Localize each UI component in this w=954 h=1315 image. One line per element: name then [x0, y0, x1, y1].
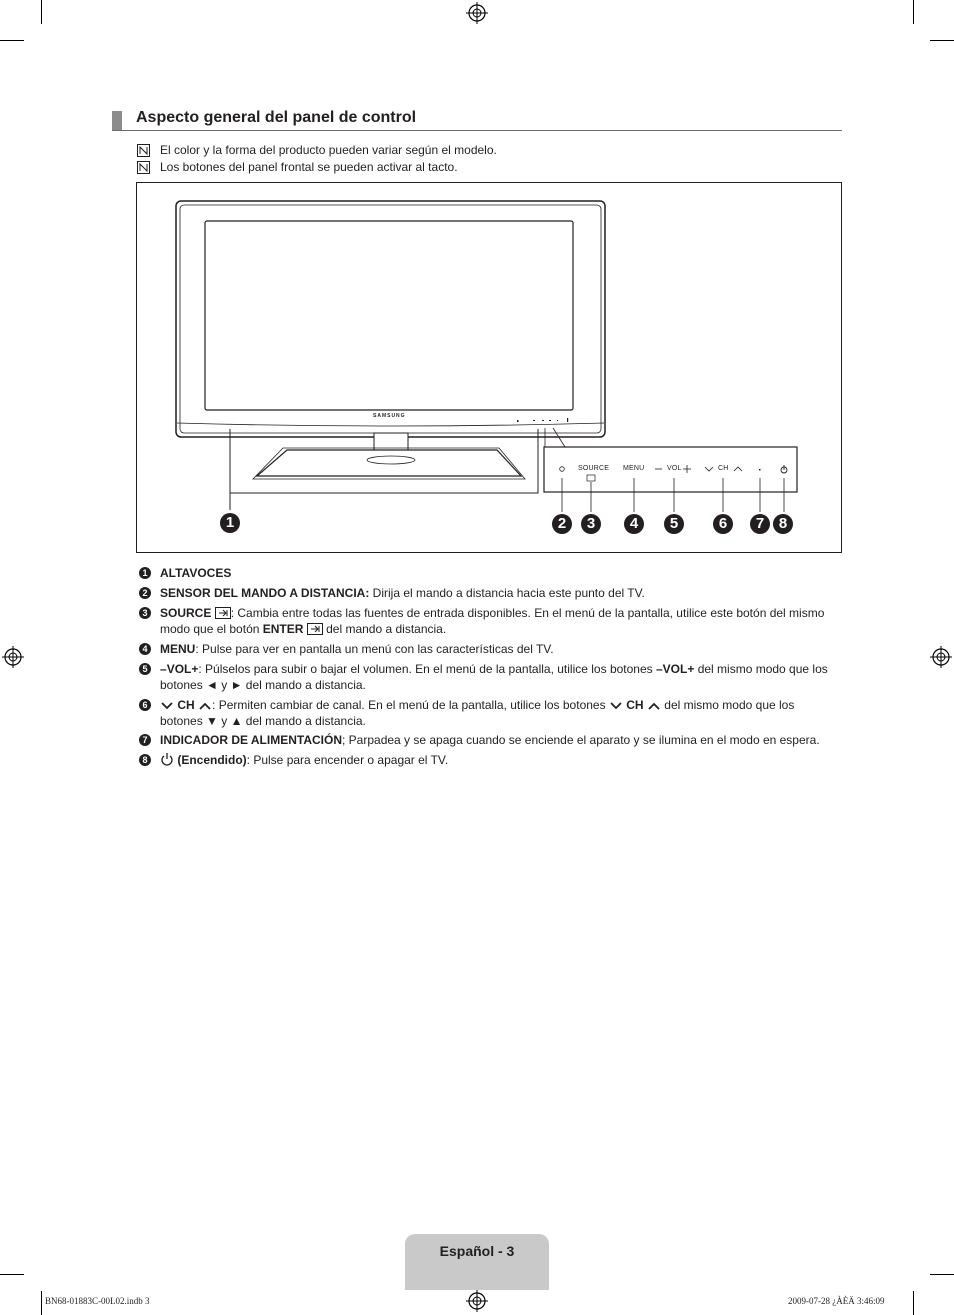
note-icon — [137, 144, 150, 157]
item-number: 8 — [139, 754, 151, 766]
list-item — [139, 752, 839, 768]
list-item — [139, 697, 839, 729]
item-number: 6 — [139, 699, 151, 711]
note-item — [137, 143, 497, 157]
item-label: CH — [177, 698, 195, 712]
crop-mark — [930, 40, 954, 41]
crop-mark — [930, 1274, 954, 1275]
power-icon — [160, 752, 174, 766]
item-label: MENU — [160, 642, 196, 656]
item-label: SOURCE — [160, 606, 212, 620]
source-icon — [215, 607, 231, 619]
list-item — [139, 732, 839, 748]
note-text: El color y la forma del producto pueden variar según el modelo. — [160, 143, 497, 157]
list-item — [139, 585, 839, 601]
item-text: : Cambia entre todas las fuentes de entrada disponibles. En el menú de la pantalla, utilice este botón del mismo modo que el botón — [160, 606, 825, 636]
item-label: ALTAVOCES — [160, 566, 232, 580]
callout-3: 3 — [581, 514, 601, 534]
item-text-secondary: del mismo modo que los botones ◄ y ► del mando a distancia. — [160, 662, 828, 692]
crop-mark — [913, 1291, 914, 1315]
panel-label-source: SOURCE — [578, 465, 610, 472]
callout-5: 5 — [664, 514, 684, 534]
callout-6: 6 — [713, 514, 733, 534]
callout-8: 8 — [773, 514, 793, 534]
callout-1: 1 — [220, 513, 240, 533]
plus-icon: + — [687, 662, 695, 676]
registration-mark-icon — [466, 1290, 488, 1312]
item-number: 2 — [139, 587, 151, 599]
enter-icon — [307, 623, 323, 635]
callout-7: 7 — [750, 514, 770, 534]
crop-mark — [0, 40, 24, 41]
item-label-secondary: VOL — [662, 662, 688, 676]
item-text-secondary: del mismo modo que los botones ▼ y ▲ del mando a distancia. — [160, 698, 795, 728]
item-text: : Pulse para encender o apagar el TV. — [246, 753, 449, 767]
tv-illustration — [137, 183, 841, 552]
note-item — [137, 160, 458, 174]
minus-icon: – — [160, 662, 167, 676]
item-number: 7 — [139, 734, 151, 746]
item-label: SENSOR DEL MANDO A DISTANCIA: — [160, 586, 370, 600]
registration-mark-icon — [2, 646, 24, 668]
item-label: (Encendido) — [177, 753, 247, 767]
registration-mark-icon — [930, 646, 952, 668]
crop-mark — [0, 1274, 24, 1275]
item-text: : Permiten cambiar de canal. En el menú de la pantalla, utilice los botones — [212, 698, 609, 712]
note-text: Los botones del panel frontal se pueden activar al tacto. — [160, 160, 458, 174]
plus-icon: + — [191, 662, 199, 676]
item-number: 4 — [139, 643, 151, 655]
item-text: : Pulse para ver en pantalla un menú con las características del TV. — [195, 642, 554, 656]
note-icon — [137, 161, 150, 174]
panel-label-ch: CH — [718, 465, 729, 472]
callout-2: 2 — [552, 514, 572, 534]
chevron-down-icon — [609, 701, 623, 711]
control-panel-figure — [136, 182, 842, 553]
item-text: ; Parpadea y se apaga cuando se enciende el aparato y se ilumina en el modo en espera. — [342, 733, 820, 747]
panel-label-vol: VOL — [667, 465, 682, 472]
registration-mark-icon — [466, 2, 488, 24]
print-slug-file: BN68-01883C-00L02.indb 3 — [45, 1296, 150, 1306]
chevron-down-icon — [160, 701, 174, 711]
crop-mark — [41, 0, 42, 24]
item-text: Dirija el mando a distancia hacia este punto del TV. — [369, 586, 645, 600]
item-text: : Púlselos para subir o bajar el volumen. En el menú de la pantalla, utilice los botones — [198, 662, 656, 676]
item-label: VOL — [166, 662, 192, 676]
print-slug-stamp: 2009-07-28 ¿ÀÈÄ 3:46:09 — [788, 1296, 885, 1306]
callout-4: 4 — [624, 514, 644, 534]
list-item — [139, 641, 839, 657]
item-number: 5 — [139, 663, 151, 675]
section-divider — [112, 130, 842, 131]
chevron-up-icon — [198, 701, 212, 711]
item-number: 3 — [139, 607, 151, 619]
section-marker — [112, 111, 122, 131]
crop-mark — [913, 0, 914, 24]
list-item — [139, 565, 839, 581]
item-label: INDICADOR DE ALIMENTACIÓN — [160, 733, 342, 747]
item-label-secondary: CH — [626, 698, 644, 712]
item-number: 1 — [139, 567, 151, 579]
list-item — [139, 605, 839, 637]
panel-label-menu: MENU — [623, 465, 645, 472]
page-number: Español - 3 — [439, 1243, 515, 1259]
chevron-up-icon — [647, 701, 661, 711]
crop-mark — [41, 1291, 42, 1315]
item-label-secondary: ENTER — [262, 622, 304, 636]
list-item — [139, 661, 839, 693]
item-text-secondary: del mando a distancia. — [322, 622, 447, 636]
section-title: Aspecto general del panel de control — [136, 109, 417, 126]
tv-brand-logo: SAMSUNG — [373, 413, 406, 419]
minus-icon: – — [655, 662, 663, 676]
